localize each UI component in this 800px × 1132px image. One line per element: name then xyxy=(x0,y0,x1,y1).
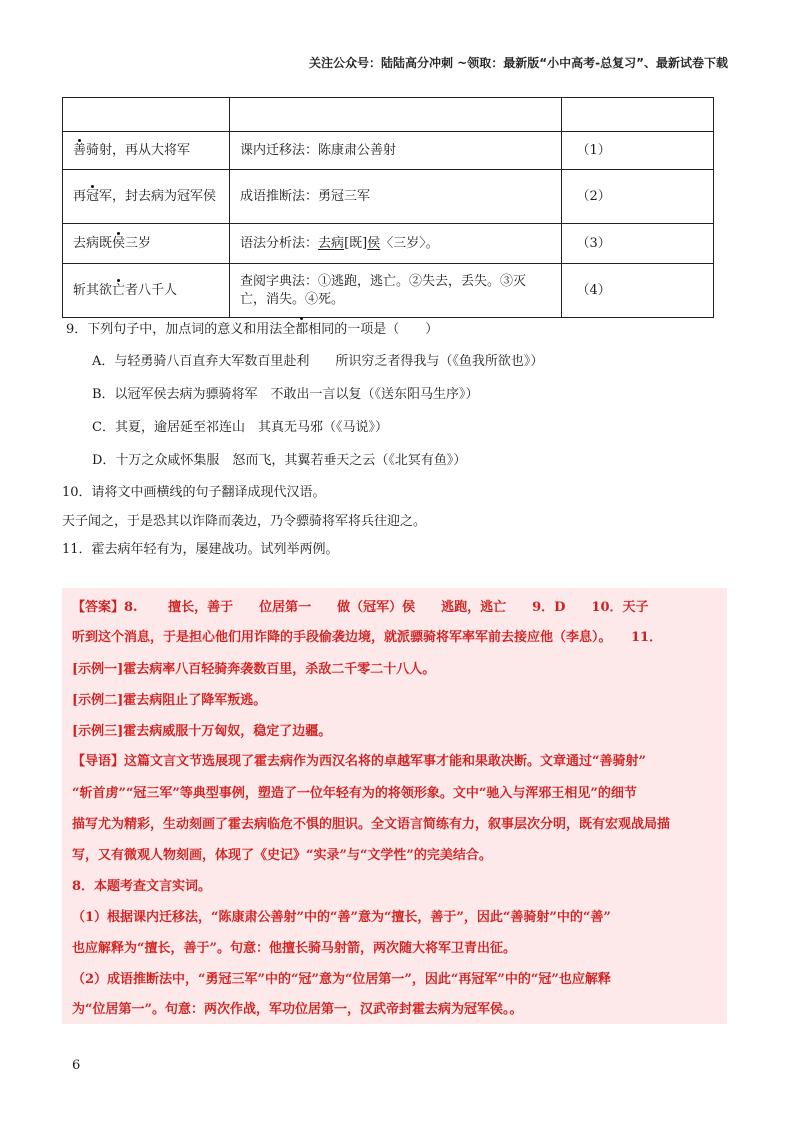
question-11-stem: 11．霍去病年轻有为，屡建战功。试列举两例。 xyxy=(62,542,339,557)
option-b: B．以冠军侯去病为骠骑将军 不敢出一言以复（《送东阳马生序》） xyxy=(92,387,479,402)
explain-1b: 也应解释为“擅长，善于”。句意：他擅长骑马射箭，两次随大将军卫青出征。 xyxy=(72,941,516,956)
method-table xyxy=(62,97,714,318)
guide-line-1: 【导语】这篇文言文节选展现了霍去病作为西汉名将的卓越军事才能和果敢决断。文章通过“善骑射” xyxy=(72,754,646,769)
table-row xyxy=(63,264,714,318)
answer-line-2: 听到这个消息，于是担心他们用诈降的手段偷袭边境，就派骠骑将军率军前去接应他（李息）。 11． xyxy=(72,630,663,645)
example-1: [示例一]霍去病率八百轻骑奔袭数百里，杀敌二千零二十八人。 xyxy=(72,662,436,677)
question-10-stem: 10．请将文中画横线的句子翻译成现代汉语。 xyxy=(62,485,326,500)
explain-2b: 为“位居第一”。句意：两次作战，军功位居第一，汉武帝封霍去病为冠军侯。。 xyxy=(72,1002,523,1017)
option-c: C．其夏，逾居延至祁连山 其真无马邪（《马说》） xyxy=(92,420,388,435)
page-header: 关注公众号：陆陆高分冲刺 ~领取：最新版“小中高考-总复习”、最新试卷下载 xyxy=(309,56,728,70)
method-cell: 成语推断法：勇冠三军 xyxy=(230,170,562,224)
sentence-cell: 再冠军，封去病为冠军侯 xyxy=(63,170,230,224)
table-row xyxy=(63,224,714,264)
answer-cell: （4） xyxy=(562,264,714,318)
answer-line-1: 【答案】8. 擅长，善于 位居第一 做（冠军）侯 逃跑，逃亡 9．D 10．天子 xyxy=(72,600,649,615)
explain-2a: （2）成语推断法中，“勇冠三军”中的“冠”意为“位居第一”，因此“再冠军”中的“冠”也应解释 xyxy=(72,972,611,987)
guide-line-3: 描写尤为精彩，生动刻画了霍去病临危不惧的胆识。全文语言简练有力，叙事层次分明，既有宏观战局描 xyxy=(72,817,671,832)
answer-cell: （1） xyxy=(562,132,714,170)
method-cell: 语法分析法：去病[既]侯〈三岁〉。 xyxy=(230,224,562,264)
example-2: [示例二]霍去病阻止了降军叛逃。 xyxy=(72,693,267,708)
page-number: 6 xyxy=(72,1058,81,1073)
option-d: D．十万之众咸怀集服 怒而飞，其翼若垂天之云（《北冥有鱼》） xyxy=(92,453,467,468)
explain-heading: 8．本题考查文言实词。 xyxy=(72,879,212,894)
example-3: [示例三]霍去病威服十万匈奴，稳定了边疆。 xyxy=(72,724,332,739)
answer-cell: （3） xyxy=(562,224,714,264)
table-row xyxy=(63,170,714,224)
question-9-stem: 9．下列句子中，加点词的意义和用法全都相同的一项是（ ） xyxy=(66,320,438,340)
table-row xyxy=(63,98,714,132)
explain-1a: （1）根据课内迁移法，“陈康肃公善射”中的“善”意为“擅长，善于”，因此“善骑射”中的“善” xyxy=(72,910,611,925)
answer-cell: （2） xyxy=(562,170,714,224)
table-row xyxy=(63,132,714,170)
method-cell: 课内迁移法：陈康肃公善射 xyxy=(230,132,562,170)
question-10-sentence: 天子闻之，于是恐其以诈降而袭边，乃令骠骑将军将兵往迎之。 xyxy=(62,514,427,529)
guide-line-2: “斩首虏”“冠三军”等典型事例，塑造了一位年轻有为的将领形象。文中“驰入与浑邪王相见”的细节 xyxy=(72,786,637,801)
sentence-cell: 斩其欲亡者八千人 xyxy=(63,264,230,318)
guide-line-4: 写，又有微观人物刻画，体现了《史记》“实录”与“文学性”的完美结合。 xyxy=(72,848,492,863)
option-a: A．与轻勇骑八百直弃大军数百里赴利 所识穷乏者得我与（《鱼我所欲也》） xyxy=(92,354,544,369)
sentence-cell: 去病既侯三岁 xyxy=(63,224,230,264)
sentence-cell: 善骑射，再从大将军 xyxy=(63,132,230,170)
method-cell: 查阅字典法：①逃跑，逃亡。②失去，丢失。③灭亡，消失。④死。 xyxy=(230,264,562,318)
